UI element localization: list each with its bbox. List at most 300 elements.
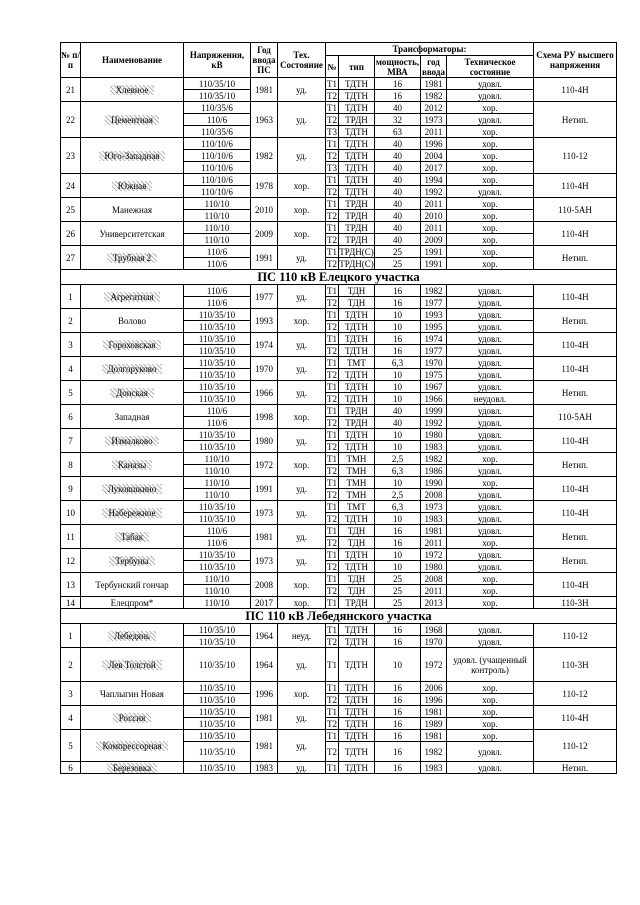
transformer-power: 6,3: [375, 465, 421, 477]
transformer-power: 25: [375, 246, 421, 258]
transformer-power: 16: [375, 636, 421, 648]
table-row: [61, 222, 617, 234]
substation-name-cell: [81, 333, 184, 357]
transformer-type: ТМТ: [339, 357, 375, 369]
substation-number: 12: [61, 549, 81, 573]
transformer-year: 1972: [421, 648, 447, 682]
transformer-number: Т2: [327, 441, 337, 452]
transformer-type: ТДН: [339, 573, 375, 585]
transformer-state: хор.: [447, 730, 534, 742]
transformer-number: Т1: [327, 198, 337, 209]
transformer-type: ТРДН: [339, 114, 375, 126]
transformer-voltage: 110/35/10: [184, 762, 251, 774]
substation-name: Долгоруково: [102, 364, 163, 374]
substation-year: 2010: [251, 198, 278, 222]
transformer-voltage: 110/35/10: [184, 90, 251, 102]
transformer-power: 10: [375, 477, 421, 489]
transformer-voltage: 110/35/10: [184, 309, 251, 321]
substation-state: уд.: [278, 477, 326, 501]
substation-state: хор.: [278, 222, 326, 246]
transformer-type: ТМН: [339, 465, 375, 477]
transformer-state: удовл.: [447, 405, 534, 417]
transformer-state: хор.: [447, 453, 534, 465]
header-transformer-state: Техническое состояние: [447, 56, 534, 78]
transformer-type: ТДТН: [339, 561, 375, 573]
substation-name: Измалково: [105, 436, 158, 446]
transformer-voltage: 110/10/6: [184, 186, 251, 198]
table-row: [61, 762, 617, 774]
substation-number: 3: [61, 333, 81, 357]
transformer-year: 2008: [421, 489, 447, 501]
transformer-type: ТДТН: [339, 762, 375, 774]
transformer-type: ТДТН: [339, 441, 375, 453]
transformer-year: 1999: [421, 405, 447, 417]
transformer-power: 16: [375, 730, 421, 742]
transformer-power: 16: [375, 525, 421, 537]
transformer-voltage: 110/6: [184, 297, 251, 309]
substation-scheme: 110-4Н: [534, 285, 617, 309]
transformer-power: 40: [375, 417, 421, 429]
substation-name: Чаплыгин Новая: [100, 688, 164, 699]
transformer-number: Т1: [326, 648, 339, 682]
substation-name: Луковшкино: [102, 484, 162, 494]
transformer-year: 1983: [421, 441, 447, 453]
transformer-type: ТДТН: [339, 345, 375, 357]
substation-name-cell: [81, 405, 184, 429]
transformer-state: хор.: [447, 126, 534, 138]
transformer-type: ТДТН: [339, 549, 375, 561]
substation-scheme: 110-4Н: [534, 477, 617, 501]
transformer-year: 2010: [421, 210, 447, 222]
transformer-number: Т2: [327, 561, 337, 572]
transformer-power: 16: [375, 742, 421, 762]
transformer-type: ТДТН: [339, 648, 375, 682]
transformer-power: 6,3: [375, 357, 421, 369]
table-row: [61, 357, 617, 369]
substation-state: уд.: [278, 648, 326, 682]
transformer-type: ТДТН: [339, 369, 375, 381]
transformer-type: ТДТН: [339, 174, 375, 186]
transformer-voltage: 110/35/10: [184, 682, 251, 694]
transformer-number: Т1: [327, 285, 337, 296]
transformer-number: Т2: [327, 537, 337, 548]
table-row: [61, 174, 617, 186]
header-num: № п/п: [61, 43, 81, 78]
transformer-power: 10: [375, 369, 421, 381]
transformer-state: удовл.: [447, 742, 534, 762]
substation-name-cell: [81, 730, 184, 762]
substation-state: уд.: [278, 381, 326, 405]
substation-name: Березовка: [107, 763, 157, 773]
transformer-voltage: 110/35/10: [184, 333, 251, 345]
substation-number: 23: [61, 138, 81, 174]
transformer-voltage: 110/10: [184, 222, 251, 234]
transformer-state: хор.: [447, 234, 534, 246]
substation-year: 1983: [251, 762, 278, 774]
transformer-type: ТДТН: [339, 742, 375, 762]
substation-name: Трубная 2: [107, 253, 157, 263]
transformer-voltage: 110/6: [184, 114, 251, 126]
substation-number: 21: [61, 78, 81, 102]
transformer-power: 10: [375, 393, 421, 405]
transformer-power: 16: [375, 624, 421, 636]
transformer-year: 1968: [421, 624, 447, 636]
transformer-year: 1992: [421, 186, 447, 198]
substation-name: Тербуны: [109, 556, 154, 566]
header-transformer-type: тип: [339, 56, 375, 78]
substation-year: 1991: [251, 246, 278, 270]
substation-number: 10: [61, 501, 81, 525]
transformer-state: хор.: [447, 150, 534, 162]
transformer-voltage: 110/35/10: [184, 501, 251, 513]
transformer-power: 40: [375, 150, 421, 162]
transformer-number: Т2: [327, 114, 337, 125]
transformer-power: 2,5: [375, 489, 421, 501]
substation-year: 1973: [251, 549, 278, 573]
table-row: [61, 309, 617, 321]
substation-scheme: 110-4Н: [534, 429, 617, 453]
transformer-power: 16: [375, 333, 421, 345]
transformer-number: Т2: [327, 90, 337, 101]
header-tech-state: Тех. Состояние: [278, 43, 326, 78]
transformer-type: ТДТН: [339, 694, 375, 706]
transformer-type: ТДН: [339, 537, 375, 549]
substation-scheme: 110-4Н: [534, 357, 617, 381]
transformer-year: 1972: [421, 549, 447, 561]
transformer-type: ТРДН: [339, 210, 375, 222]
transformer-year: 2011: [421, 126, 447, 138]
substation-scheme: 110-4Н: [534, 333, 617, 357]
substation-name-cell: [81, 138, 184, 174]
substation-year: 1981: [251, 525, 278, 549]
transformer-power: 16: [375, 762, 421, 774]
transformer-state: удовл.: [447, 441, 534, 453]
transformer-state: удовл.: [447, 345, 534, 357]
transformer-type: ТДТН: [339, 682, 375, 694]
substation-name: Россия: [113, 713, 151, 723]
transformer-type: ТДТН: [339, 393, 375, 405]
substation-name: Агрегатная: [104, 292, 159, 302]
transformer-voltage: 110/10: [184, 597, 251, 609]
transformer-power: 25: [375, 597, 421, 609]
transformer-type: ТДТН: [339, 718, 375, 730]
transformer-number: Т1: [327, 477, 337, 488]
transformer-year: 1966: [421, 393, 447, 405]
substation-name-cell: [81, 624, 184, 648]
transformer-state: хор.: [447, 597, 534, 609]
transformer-state: хор.: [447, 585, 534, 597]
transformer-number: Т1: [327, 682, 337, 693]
transformer-type: ТДТН: [339, 162, 375, 174]
transformer-state: хор.: [447, 162, 534, 174]
substation-name-cell: [81, 357, 184, 381]
substation-state: уд.: [278, 730, 326, 762]
transformer-type: ТРДН: [339, 234, 375, 246]
transformer-voltage: 110/35/10: [184, 718, 251, 730]
substation-year: 1963: [251, 102, 278, 138]
transformer-number: Т2: [327, 297, 337, 308]
transformer-state: хор.: [447, 477, 534, 489]
substation-year: 1981: [251, 730, 278, 762]
transformer-year: 2006: [421, 682, 447, 694]
substation-number: 11: [61, 525, 81, 549]
substation-year: 2008: [251, 573, 278, 597]
substation-number: 6: [61, 405, 81, 429]
transformer-type: ТМН: [339, 489, 375, 501]
substation-name-cell: [81, 102, 184, 138]
transformer-year: 1975: [421, 369, 447, 381]
substation-year: 1964: [251, 648, 278, 682]
transformer-number: Т1: [327, 525, 337, 536]
transformer-type: ТРДН(С): [339, 258, 374, 269]
transformer-year: 2011: [421, 585, 447, 597]
header-power: мощность, МВА: [375, 56, 420, 77]
transformer-number: Т2: [327, 393, 337, 404]
substation-name: Университетская: [99, 228, 165, 239]
transformer-number: Т3: [327, 126, 337, 137]
transformer-voltage: 110/6: [184, 285, 251, 297]
header-transformer-num: №: [326, 56, 339, 78]
table-body: [61, 78, 617, 774]
transformer-state: удовл.: [447, 114, 534, 126]
transformer-power: 40: [375, 222, 421, 234]
transformer-type: ТДТН: [339, 102, 375, 114]
section-title: ПС 110 кВ Елецкого участка: [61, 270, 617, 285]
transformer-type: ТДТН: [339, 186, 375, 198]
substation-year: 1981: [251, 78, 278, 102]
transformer-power: 10: [375, 429, 421, 441]
substation-name-cell: [81, 309, 184, 333]
transformer-year: 1991: [421, 246, 447, 258]
substation-name-cell: [81, 762, 184, 774]
transformer-number: Т1: [327, 78, 337, 89]
substation-table-sheet: [60, 42, 616, 774]
transformer-year: 1993: [421, 309, 447, 321]
substation-state: уд.: [278, 285, 326, 309]
transformer-number: Т2: [327, 258, 337, 269]
transformer-voltage: 110/6: [184, 405, 251, 417]
transformer-state: удовл.: [447, 333, 534, 345]
transformer-power: 16: [375, 537, 421, 549]
transformer-state: удовл.: [447, 525, 534, 537]
substation-scheme: Нетип.: [534, 102, 617, 138]
substation-name: Хлевное: [110, 85, 155, 95]
transformer-voltage: 110/35/10: [184, 742, 251, 762]
transformer-year: 1981: [421, 730, 447, 742]
table-row: [61, 624, 617, 636]
substation-number: 1: [61, 624, 81, 648]
transformer-number: Т2: [327, 369, 337, 380]
transformer-number: Т2: [327, 321, 337, 332]
transformer-year: 2011: [421, 198, 447, 210]
transformer-year: 1995: [421, 321, 447, 333]
substation-state: уд.: [278, 333, 326, 357]
transformer-year: 1982: [421, 285, 447, 297]
table-row: [61, 429, 617, 441]
transformer-year: 1996: [421, 694, 447, 706]
substation-name: Гороховская: [103, 340, 162, 350]
transformer-power: 10: [375, 561, 421, 573]
substation-name-cell: [81, 174, 184, 198]
transformer-number: Т1: [327, 357, 337, 368]
substation-number: 13: [61, 573, 81, 597]
substation-state: неуд.: [278, 624, 326, 648]
transformer-year: 1974: [421, 333, 447, 345]
transformer-number: Т2: [327, 150, 337, 161]
substation-name: Западная: [114, 411, 150, 422]
transformer-number: Т2: [327, 465, 337, 476]
substation-scheme: 110-12: [534, 730, 617, 762]
transformer-voltage: 110/10: [184, 453, 251, 465]
transformer-number: Т2: [326, 742, 339, 762]
substation-scheme: 110-4Н: [534, 573, 617, 597]
transformer-year: 1982: [421, 453, 447, 465]
transformer-number: Т2: [327, 585, 337, 596]
transformer-state: удовл.: [447, 465, 534, 477]
transformer-year: 1977: [421, 297, 447, 309]
substation-name-cell: [81, 198, 184, 222]
substation-scheme: Нетип.: [534, 309, 617, 333]
substation-state: хор.: [278, 682, 326, 706]
transformer-year: 1990: [421, 477, 447, 489]
transformer-state: хор.: [447, 258, 534, 270]
transformer-type: ТДТН: [339, 90, 375, 102]
transformer-power: 25: [375, 573, 421, 585]
transformer-voltage: 110/10/6: [184, 162, 251, 174]
transformer-state: хор.: [447, 102, 534, 114]
transformer-power: 6,3: [375, 501, 421, 513]
transformer-year: 2013: [421, 597, 447, 609]
transformer-number: Т1: [327, 501, 337, 512]
transformer-type: ТДТН: [339, 730, 375, 742]
transformer-number: Т1: [327, 597, 337, 608]
transformer-power: 40: [375, 234, 421, 246]
table-row: [61, 573, 617, 585]
transformer-state: удовл.: [447, 549, 534, 561]
transformer-voltage: 110/35/10: [184, 513, 251, 525]
substation-scheme: Нетип.: [534, 762, 617, 774]
substation-number: 1: [61, 285, 81, 309]
transformer-voltage: 110/6: [184, 417, 251, 429]
substation-year: 1977: [251, 285, 278, 309]
transformer-power: 40: [375, 405, 421, 417]
substation-number: 25: [61, 198, 81, 222]
substation-name: Донская: [110, 388, 154, 398]
substation-scheme: 110-5АН: [534, 198, 617, 222]
transformer-year: 1983: [421, 513, 447, 525]
transformer-number: Т1: [327, 706, 337, 717]
substation-year: 1978: [251, 174, 278, 198]
transformer-power: 16: [375, 706, 421, 718]
transformer-state: удовл.: [447, 357, 534, 369]
transformer-state: хор.: [447, 222, 534, 234]
substation-year: 1991: [251, 477, 278, 501]
substation-name: Табак: [115, 532, 149, 542]
transformer-voltage: 110/35/10: [184, 357, 251, 369]
transformer-number: Т1: [327, 730, 337, 741]
transformer-year: 1996: [421, 138, 447, 150]
substation-year: 1982: [251, 138, 278, 174]
transformer-voltage: 110/10/6: [184, 174, 251, 186]
transformer-power: 10: [375, 549, 421, 561]
transformer-state: удовл.: [447, 78, 534, 90]
transformer-voltage: 110/6: [184, 525, 251, 537]
transformer-voltage: 110/35/10: [184, 549, 251, 561]
transformer-type: ТДТН: [339, 78, 375, 90]
transformer-voltage: 110/10/6: [184, 150, 251, 162]
substation-name: Елецпром*: [110, 597, 154, 608]
substation-state: уд.: [278, 138, 326, 174]
substation-name-cell: [81, 525, 184, 549]
transformer-year: 1989: [421, 718, 447, 730]
transformer-number: Т2: [327, 694, 337, 705]
substation-year: 1996: [251, 682, 278, 706]
transformer-power: 10: [375, 309, 421, 321]
transformer-state: удовл.: [447, 285, 534, 297]
transformer-type: ТДТН: [339, 126, 375, 138]
substation-state: уд.: [278, 762, 326, 774]
transformer-number: Т1: [327, 762, 337, 773]
transformer-number: Т1: [327, 138, 337, 149]
transformer-type: ТДТН: [339, 636, 375, 648]
transformer-state: хор.: [447, 573, 534, 585]
transformer-number: Т1: [327, 333, 337, 344]
transformer-power: 16: [375, 718, 421, 730]
substation-name: Каназы: [112, 460, 152, 470]
transformer-state: удовл.: [447, 636, 534, 648]
transformer-voltage: 110/10: [184, 477, 251, 489]
transformer-year: 2009: [421, 234, 447, 246]
substation-year: 2009: [251, 222, 278, 246]
substation-state: уд.: [278, 357, 326, 381]
transformer-year: 1970: [421, 357, 447, 369]
transformer-year: 2004: [421, 150, 447, 162]
substation-number: 24: [61, 174, 81, 198]
transformer-power: 10: [375, 321, 421, 333]
transformer-power: 40: [375, 210, 421, 222]
transformer-number: Т2: [327, 417, 337, 428]
substation-state: уд.: [278, 501, 326, 525]
substation-number: 4: [61, 706, 81, 730]
transformer-number: Т2: [327, 636, 337, 647]
substation-name-cell: [81, 246, 184, 270]
substation-state: хор.: [278, 597, 326, 609]
transformer-voltage: 110/6: [184, 258, 251, 270]
transformer-power: 10: [375, 648, 421, 682]
substation-name-cell: [81, 573, 184, 597]
transformer-year: 1977: [421, 345, 447, 357]
substation-name: Цементная: [105, 115, 159, 125]
transformer-voltage: 110/35/10: [184, 345, 251, 357]
transformer-year: 1973: [421, 501, 447, 513]
transformer-state: хор.: [447, 174, 534, 186]
substation-number: 6: [61, 762, 81, 774]
transformer-voltage: 110/35/10: [184, 706, 251, 718]
substation-number: 5: [61, 730, 81, 762]
substation-year: 1973: [251, 501, 278, 525]
substation-scheme: Нетип.: [534, 525, 617, 549]
substation-name: Южная: [112, 181, 153, 191]
transformer-voltage: 110/35/6: [184, 102, 251, 114]
substation-name-cell: [81, 285, 184, 309]
transformer-voltage: 110/35/10: [184, 694, 251, 706]
transformer-state: хор.: [447, 210, 534, 222]
transformer-type: ТРДН: [339, 597, 375, 609]
substation-name-cell: [81, 648, 184, 682]
substation-name-cell: [81, 477, 184, 501]
transformer-year: 2008: [421, 573, 447, 585]
substation-state: хор.: [278, 573, 326, 597]
